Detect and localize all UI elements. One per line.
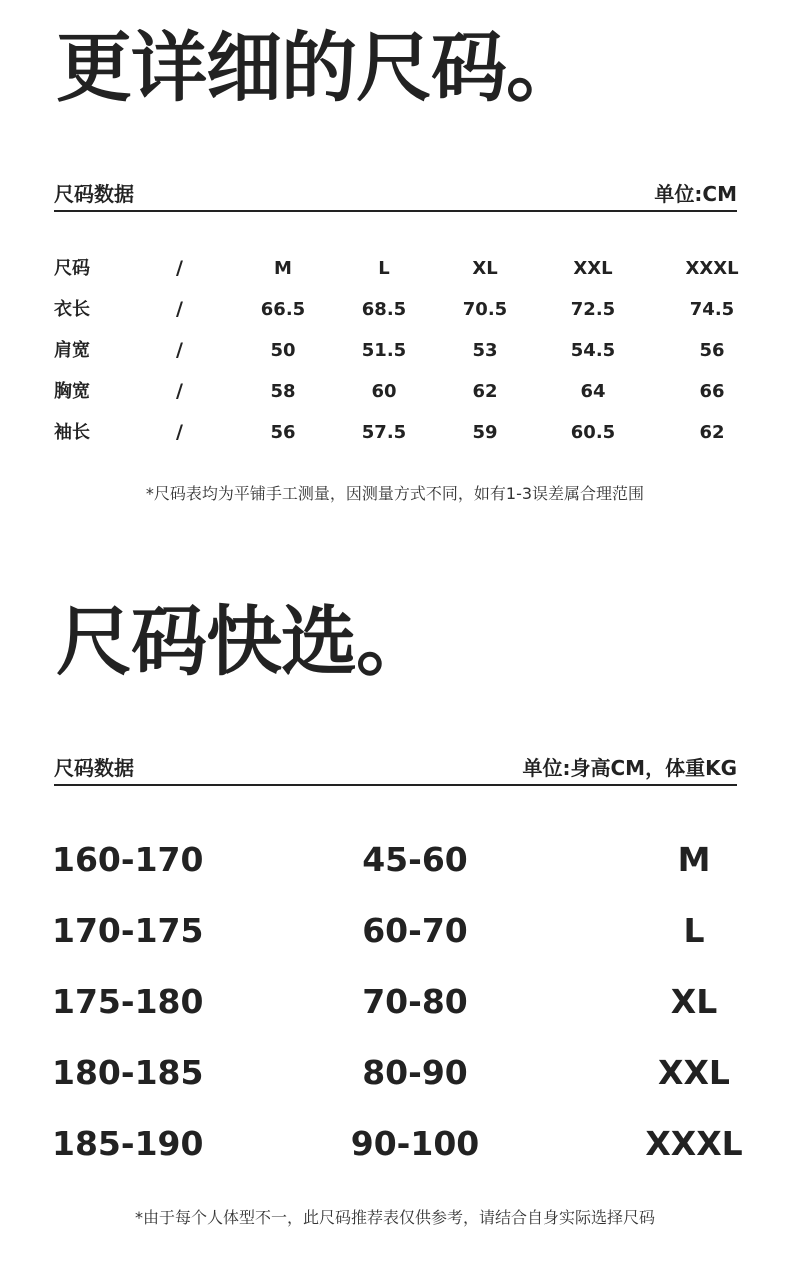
row-separator: / xyxy=(176,298,183,320)
table-row xyxy=(0,248,790,289)
table-cell: 66.5 xyxy=(260,299,306,320)
row-label: 肩宽 xyxy=(54,340,90,361)
table-cell: 72.5 xyxy=(570,299,616,320)
table-row xyxy=(0,1108,790,1179)
row-label: 袖长 xyxy=(54,422,90,443)
row-separator: / xyxy=(176,257,183,279)
height-range: 170-175 xyxy=(52,911,204,950)
table-cell: 57.5 xyxy=(361,422,407,443)
size-data-header xyxy=(54,180,737,212)
table-cell: 54.5 xyxy=(570,340,616,361)
table-cell: 60 xyxy=(371,381,397,402)
unit-label: 单位:CM xyxy=(654,182,737,206)
table-row xyxy=(0,1037,790,1108)
height-range: 175-180 xyxy=(52,982,204,1021)
row-separator: / xyxy=(176,421,183,443)
table-row xyxy=(0,966,790,1037)
height-range: 160-170 xyxy=(52,840,204,879)
table-cell: 58 xyxy=(270,381,296,402)
table-cell: 66 xyxy=(699,381,725,402)
weight-range: 90-100 xyxy=(350,1124,480,1163)
recommended-size: XXXL xyxy=(645,1124,743,1163)
row-separator: / xyxy=(176,380,183,402)
recommended-size: M xyxy=(677,840,711,879)
table-cell: 64 xyxy=(580,381,606,402)
table-cell: 56 xyxy=(699,340,725,361)
table-cell: 70.5 xyxy=(462,299,508,320)
table-row xyxy=(0,371,790,412)
row-label: 尺码 xyxy=(54,258,90,279)
unit-label: 单位:身高CM，体重KG xyxy=(522,756,737,780)
weight-range: 70-80 xyxy=(362,982,468,1021)
table-cell: 68.5 xyxy=(361,299,407,320)
weight-range: 80-90 xyxy=(362,1053,468,1092)
recommendation-note: *由于每个人体型不一，此尺码推荐表仅供参考，请结合自身实际选择尺码 xyxy=(134,1208,655,1227)
size-data-label: 尺码数据 xyxy=(54,182,134,206)
recommended-size: L xyxy=(683,911,705,950)
table-cell: 50 xyxy=(270,340,296,361)
height-range: 180-185 xyxy=(52,1053,204,1092)
table-row xyxy=(0,412,790,453)
row-label: 衣长 xyxy=(54,299,90,320)
recommended-size: XXL xyxy=(658,1053,730,1092)
row-separator: / xyxy=(176,339,183,361)
table-cell: XXXL xyxy=(685,258,739,279)
table-cell: L xyxy=(378,258,390,279)
table-cell: 53 xyxy=(472,340,498,361)
table-row xyxy=(0,330,790,371)
row-label: 胸宽 xyxy=(54,381,90,402)
quick-size-table xyxy=(0,824,790,1179)
quick-size-title: 尺码快选。 xyxy=(56,597,431,686)
recommended-size: XL xyxy=(670,982,718,1021)
table-row xyxy=(0,824,790,895)
table-cell: XL xyxy=(472,258,498,279)
weight-range: 45-60 xyxy=(362,840,468,879)
table-cell: 74.5 xyxy=(689,299,735,320)
measurement-note: *尺码表均为平铺手工测量，因测量方式不同，如有1-3误差属合理范围 xyxy=(145,484,645,503)
table-row xyxy=(0,289,790,330)
weight-range: 60-70 xyxy=(362,911,468,950)
table-cell: 59 xyxy=(472,422,498,443)
table-row xyxy=(0,895,790,966)
table-cell: 62 xyxy=(472,381,498,402)
table-cell: XXL xyxy=(573,258,613,279)
table-cell: M xyxy=(274,258,292,279)
size-data-label: 尺码数据 xyxy=(54,756,134,780)
table-cell: 51.5 xyxy=(361,340,407,361)
size-data-header xyxy=(54,754,737,786)
size-detail-title: 更详细的尺码。 xyxy=(56,23,581,112)
size-measurement-table xyxy=(0,248,790,453)
table-cell: 62 xyxy=(699,422,725,443)
table-cell: 56 xyxy=(270,422,296,443)
height-range: 185-190 xyxy=(52,1124,204,1163)
table-cell: 60.5 xyxy=(570,422,616,443)
